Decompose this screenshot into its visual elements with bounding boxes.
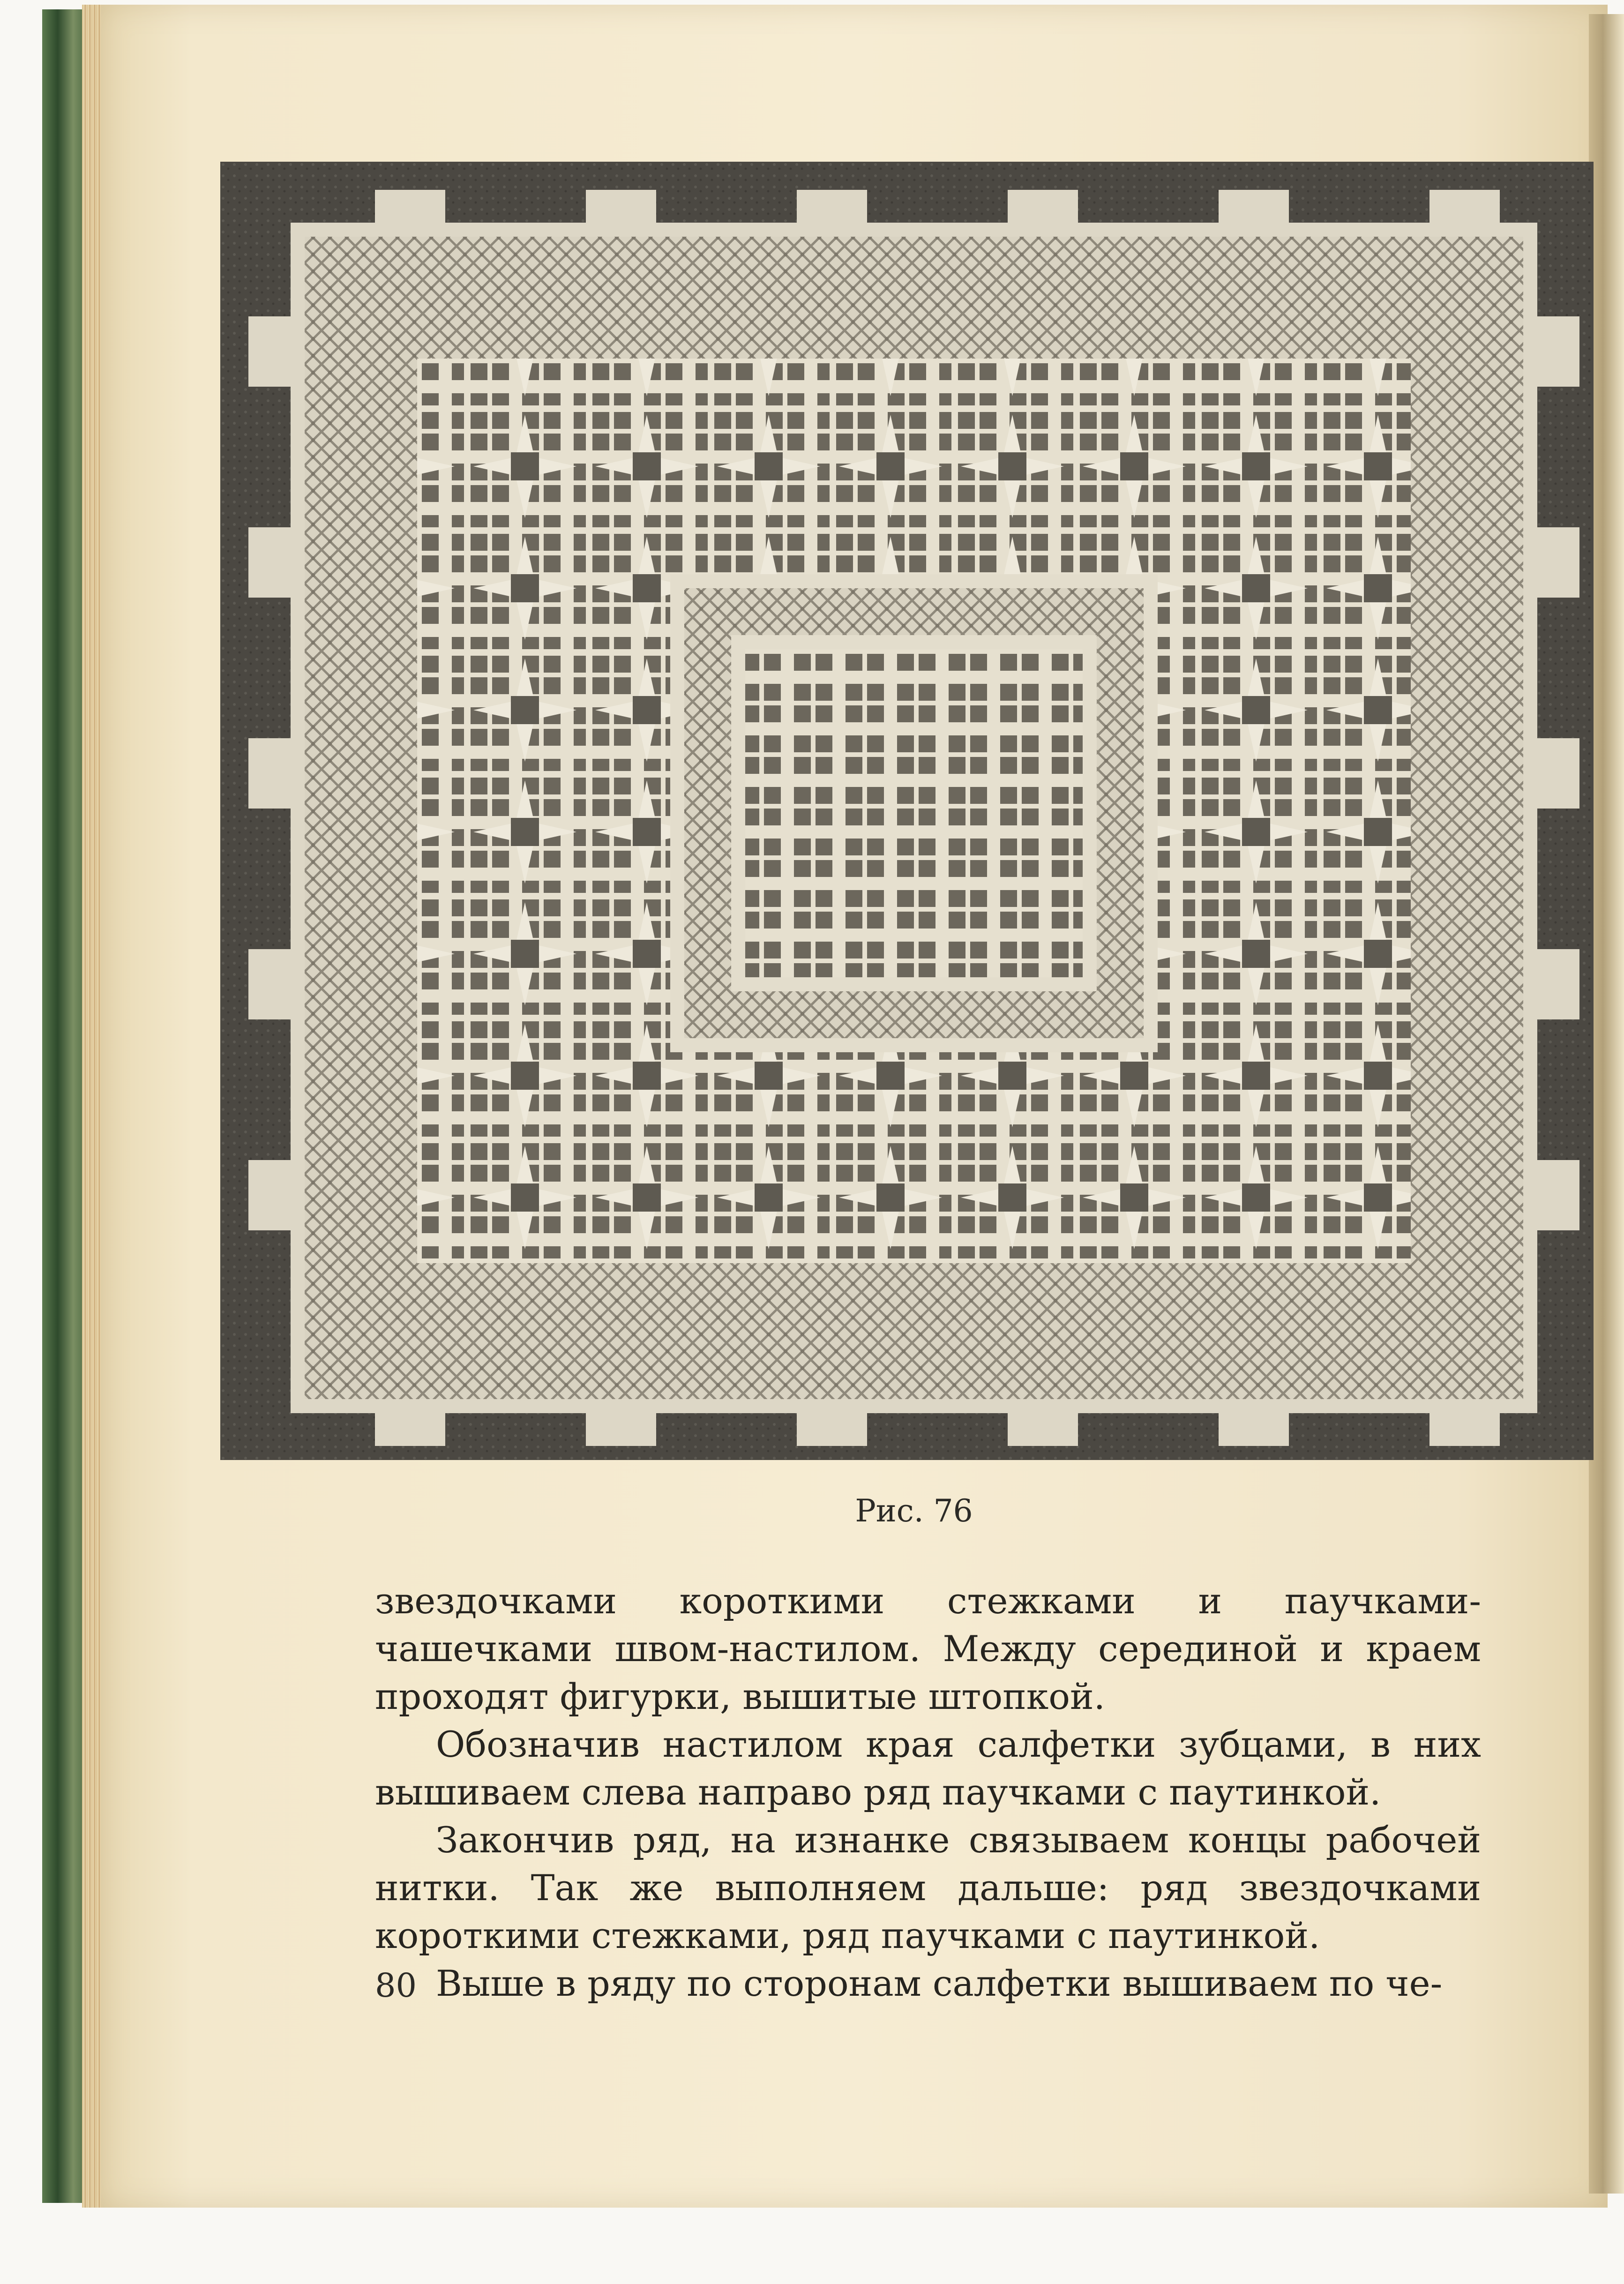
right-page-sliver bbox=[1589, 14, 1624, 2194]
paragraph-3: Закончив ряд, на изнанке связываем концы рабочей нитки. Так же выполняем дальше: ряд звездочками короткими стежками, ряд паучками с паутинкой. bbox=[375, 1819, 1481, 1956]
lace-napkin-photo bbox=[220, 162, 1594, 1460]
paragraph-4: Выше в ряду по сторонам салфетки вышиваем по че- bbox=[436, 1962, 1443, 2004]
lace-napkin-illustration bbox=[220, 162, 1594, 1460]
figure-caption: Рис. 76 bbox=[855, 1493, 973, 1529]
paragraph-2: Обозначив настилом края салфетки зубцами, в них вышиваем слева направо ряд паучками с паутинкой. bbox=[375, 1723, 1481, 1813]
body-text bbox=[375, 1577, 1481, 2007]
page-number: 80 bbox=[375, 1966, 417, 2005]
paragraph-1: звездочками короткими стежками и паучками-чашечками швом-настилом. Между серединой и краем проходят фигурки, вышитые штопкой. bbox=[375, 1580, 1481, 1717]
